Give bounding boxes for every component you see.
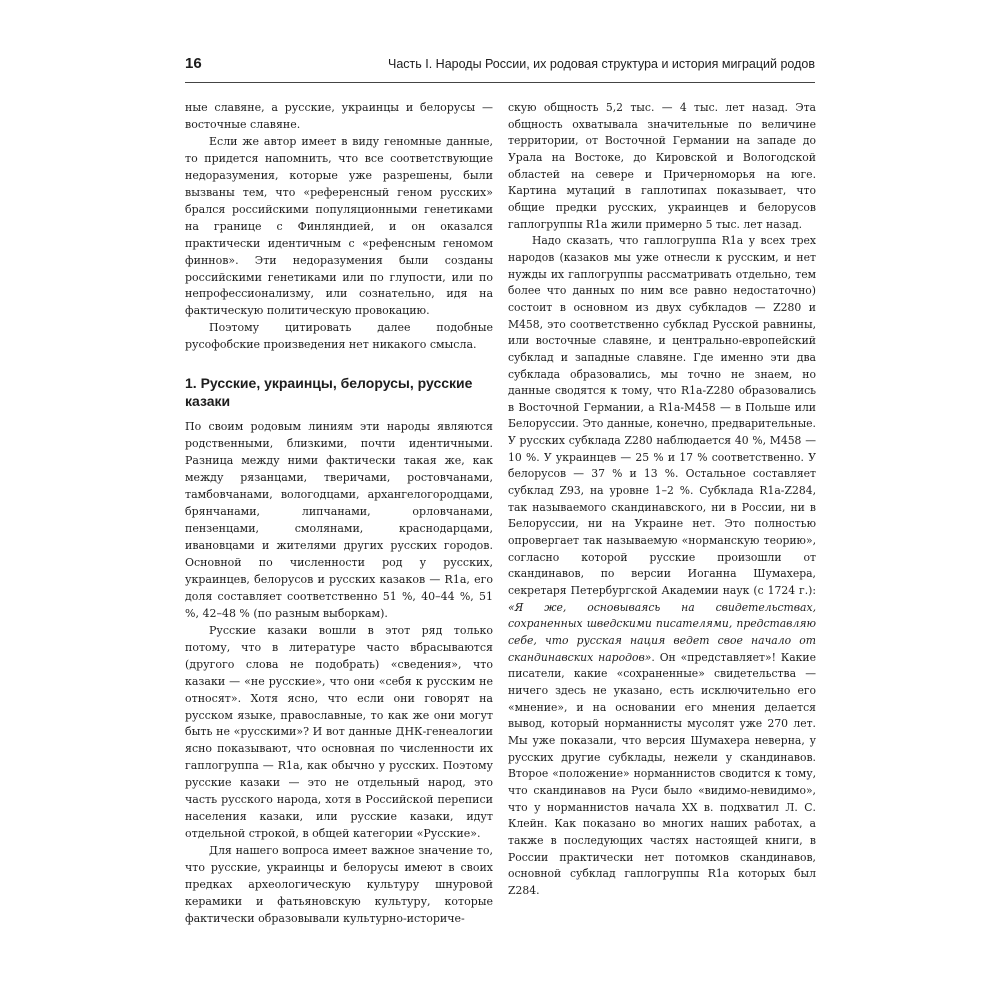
paragraph-text: Надо сказать, что гаплогруппа R1a у всех трех народов (казаков мы уже отнесли к русским, и нет нужды их гаплогруппы рассматривать отдельно, тем более что данных по ним все равно недостаточно) состоит в основном из двух субкладов — Z280 и M458, это соответственно субклад Русской равнины, или восточные славяне, и центрально-европейский субклад и западные славяне. Где именно эти два субклада образовались, мы точно не знаем, но данные сводятся к тому, что R1a-Z280 образовались в Восточной Германии, а R1a-M458 — в Польше или Белоруссии. Это данные, конечно, предварительные. У русских субклада Z280 наблюдается 40 %, M458 — 10 %. У украинцев — 25 % и 17 % соответственно. У белорусов — 37 % и 13 %. Остальное составляет субклад Z93, на уровне 1–2 %. Субклада R1a-Z284, так называемого скандинавского, ни в России, ни в Белоруссии, ни на Украине нет. Это полностью опровергает так называемую «норманскую теорию», согласно которой русские произошли от скандинавов, по версии Иоганна Шумахера, секретаря Петербургской Академии наук (с 1724 г.): xyxy=(508,234,816,598)
page-header xyxy=(185,55,815,81)
left-column xyxy=(185,100,493,928)
running-title: Часть I. Народы России, их родовая структура и история миграций родов xyxy=(388,57,815,71)
paragraph: скую общность 5,2 тыс. — 4 тыс. лет назад. Эта общность охватывала значительные по величине территории, от Восточной Германии на западе до Урала на Востоке, до Кировской и Вологодской областей на севере и Причерноморья на юге. Картина мутаций в гаплотипах показывает, что общие предки русских, украинцев и белорусов гаплогруппы R1a жили примерно 5 тыс. лет назад. xyxy=(508,101,816,231)
right-column xyxy=(508,100,816,900)
paragraph: Русские казаки вошли в этот ряд только потому, что в литературе часто вбрасываются (другого слова не подобрать) «сведения», что казаки — «не русские», что они «себя к русским не относят». Хотя ясно, что если они говорят на русском языке, православные, то как же они могут быть не «русскими»? И вот данные ДНК-генеалогии ясно показывают, что основная по численности их гаплогруппа — R1a, как обычно у русских. Поэтому русские казаки — это не отдельный народ, это часть русского народа, хотя в Российской переписи населения казаки, или русские казаки, идут отдельной строкой, в общей категории «Русские». xyxy=(185,623,493,841)
section-heading: 1. Русские, украинцы, белорусы, русские казаки xyxy=(185,375,473,410)
paragraph: По своим родовым линиям эти народы являются родственными, близкими, почти идентичными. Разница между ними фактически такая же, как между рязанцами, тверичами, ростовчанами, тамбовчанами, вологодцами, архангелогородцами, брянчанами, липчанами, орловчанами, пензенцами, смолянами, краснодарцами, ивановцами и жителями других русских городов. Основной по численности род у русских, украинцев, белорусов и русских казаков — R1a, его доля составляет соответственно 51 %, 40–44 %, 51 %, 42–48 % (по разным выборкам). xyxy=(185,420,493,620)
header-rule xyxy=(185,82,815,83)
paragraph: ные славяне, а русские, украинцы и белорусы — восточные славяне. xyxy=(185,101,493,131)
paragraph-text: . Он «представляет»! Какие писатели, какие «сохраненные» свидетельства — ничего здесь не указано, есть исключительно его «мнение», и на основании его мнения делается вывод, который норманнисты мусолят уже 270 лет. Мы уже показали, что версия Шумахера неверна, у русских другие субклады, нежели у скандинавов. Второе «положение» норманнистов сводится к тому, что скандинавов на Руси было «видимо-невидимо», что у норманнистов начала XX в. подхватил Л. С. Клейн. Как показано во многих наших работах, а также в последующих частях настоящей книги, в России практически нет потомков скандинавов, основной субклад гаплогруппы R1a которых был Z284. xyxy=(508,650,816,897)
paragraph: Для нашего вопроса имеет важное значение то, что русские, украинцы и белорусы имеют в своих предках археологическую культуру шнуровой керамики и фатьяновскую культуру, которые фактически образовывали культурно-историче- xyxy=(185,844,493,925)
paragraph: Поэтому цитировать далее подобные русофобские произведения нет никакого смысла. xyxy=(185,321,493,352)
paragraph: Если же автор имеет в виду геномные данные, то придется напомнить, что все соответствующие недоразумения, которые уже разрешены, были вызваны тем, что «референсный геном русских» брался российскими популяционными генетиками на границе с Финляндией, и он оказался практически идентичным с «рефенсным геномом финнов». Эти недоразумения были созданы российскими генетиками или по глупости, или по непрофессионализму, или сознательно, идя на фактическую политическую провокацию. xyxy=(185,134,493,318)
page-number: 16 xyxy=(185,55,202,72)
paragraph xyxy=(508,233,816,899)
schumacher-quote: «Я же, основываясь на свидетельствах, сохраненных шведскими писателями, представляю себе, что русская нация ведет свое начало от скандинавских народов» xyxy=(508,600,816,664)
